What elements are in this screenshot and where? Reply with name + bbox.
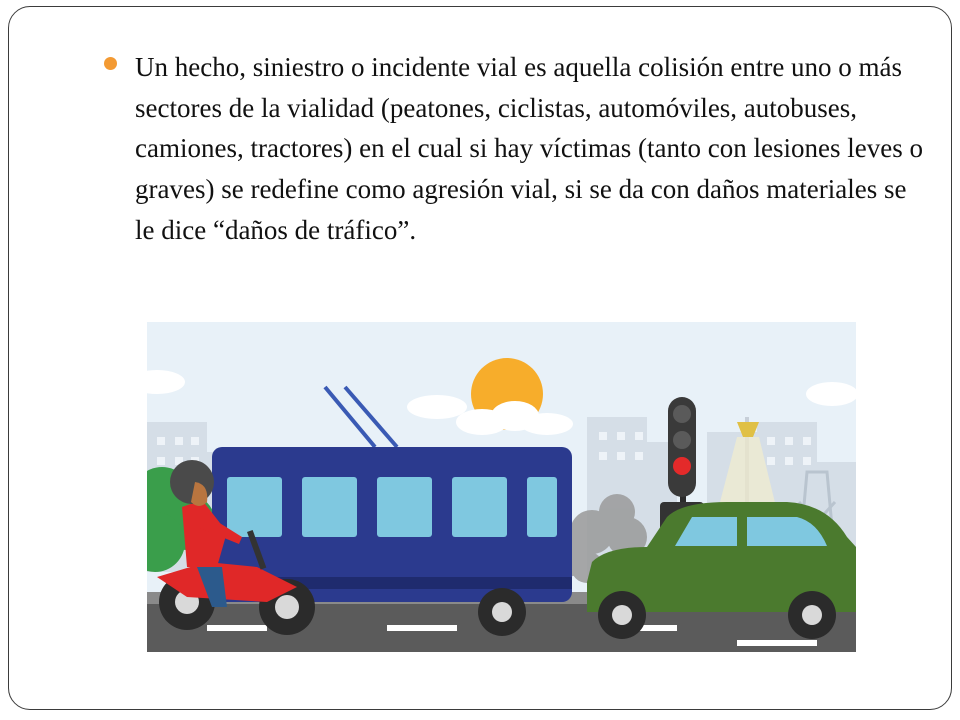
traffic-accident-illustration [147,322,856,652]
bullet-point [104,57,117,70]
body-paragraph: Un hecho, siniestro o incidente vial es aquella colisión entre uno o más sectores de la vialidad (peatones, ciclistas, automóviles, autobuses, camiones, tractores) en el cual si hay víctimas (tanto con lesiones leves o graves) se redefine como agresión vial, si se da con daños materiales se le dice “daños de tráfico”. [135,52,923,245]
